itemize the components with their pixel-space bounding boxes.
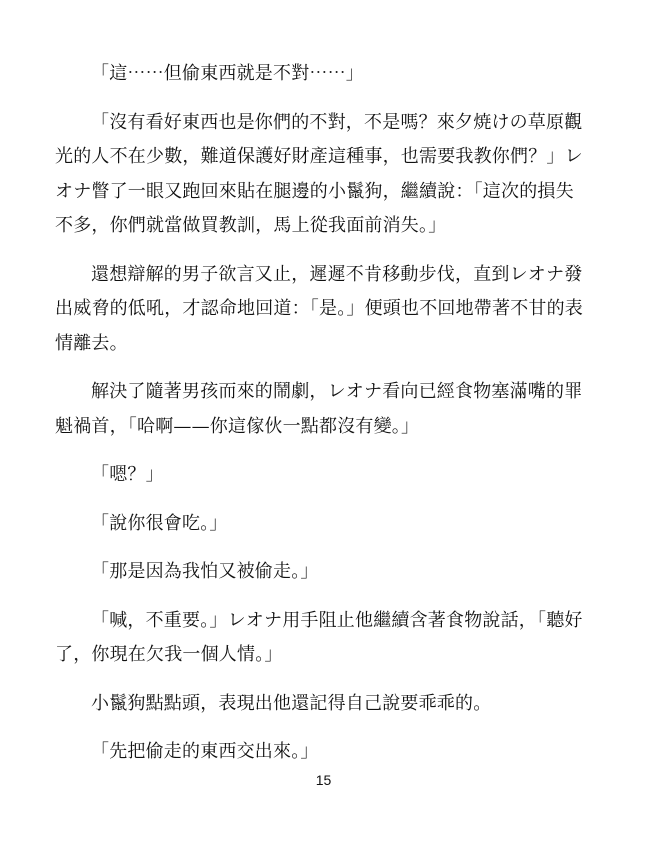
paragraph-1: 「這⋯⋯但偷東西就是不對⋯⋯」 xyxy=(91,63,364,84)
paragraph-9: 小鬣狗點點頭，表現出他還記得自己說要乖乖的。 xyxy=(91,692,492,714)
page-number: 15 xyxy=(315,772,332,788)
paragraph-4: 解決了隨著男孩而來的鬧劇，レオナ看向已經食物塞滿嘴的罪魁禍首，「哈啊——你這傢伙一點都沒有變。」 xyxy=(55,381,583,437)
paragraph-7: 「那是因為我怕又被偷走。」 xyxy=(91,561,319,582)
paragraph-5: 「嗯？」 xyxy=(91,464,164,485)
paragraph-10: 「先把偷走的東西交出來。」 xyxy=(91,741,319,762)
paragraph-2: 「沒有看好東西也是你們的不對，不是嗎？來夕焼けの草原觀光的人不在少數，難道保護好財產這種事，也需要我教你們？」レオナ瞥了一眼又跑回來貼在腿邊的小鬣狗，繼續說：「這次的損失不多，你們就當做買教訓，馬上從我面前消失。」 xyxy=(55,111,583,236)
text-body xyxy=(55,57,585,784)
paragraph-6: 「說你很會吃。」 xyxy=(91,512,228,534)
paragraph-8: 「喊，不重要。」レオナ用手阻止他繼續含著食物說話，「聽好了，你現在欠我一個人情。」 xyxy=(55,609,583,665)
paragraph-3: 還想辯解的男子欲言又止，遲遲不肯移動步伐，直到レオナ發出威脅的低吼，才認命地回道：「是。」便頭也不回地帶著不甘的表情離去。 xyxy=(55,263,583,354)
